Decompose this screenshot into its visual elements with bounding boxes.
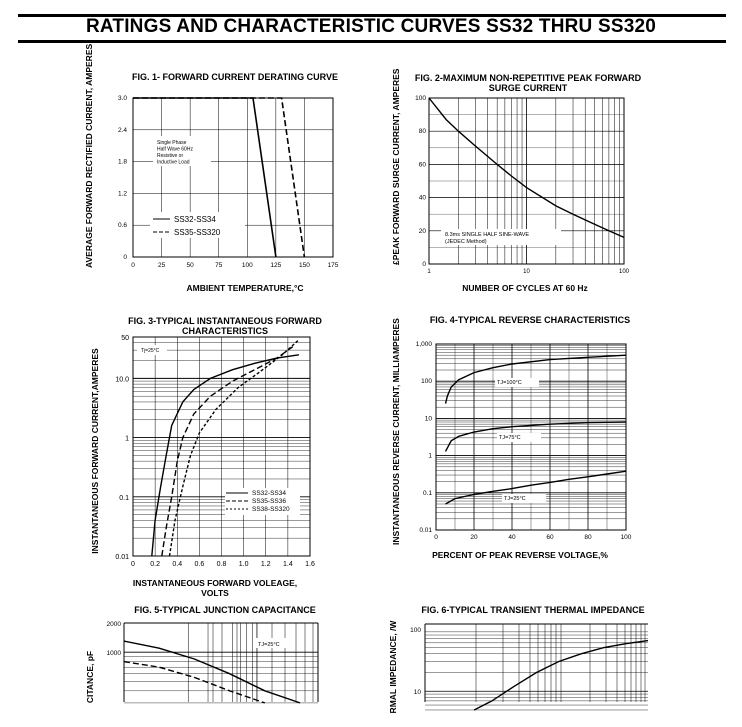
fig6-y-tick-label: 100 xyxy=(410,627,421,634)
fig1-x-tick-label: 75 xyxy=(215,262,223,269)
fig4-x-tick-label: 0 xyxy=(434,534,438,541)
fig1-note-line: Inductive Load xyxy=(157,159,190,166)
fig2-y-axis-label: £PEAK FORWARD SURGE CURRENT, AMPERES xyxy=(391,68,401,265)
fig3-x-tick-label: 1.0 xyxy=(238,561,249,568)
fig5-title: FIG. 5-TYPICAL JUNCTION CAPACITANCE xyxy=(134,605,316,615)
fig2-title: FIG. 2-MAXIMUM NON-REPETITIVE PEAK FORWARD SURGE CURRENT xyxy=(414,73,642,93)
fig1-note-line: Resistive or xyxy=(157,153,184,159)
fig2-y-tick-label: 0 xyxy=(422,261,426,268)
fig3-y-tick-label: 0.01 xyxy=(115,554,129,561)
fig4-x-tick-label: 40 xyxy=(508,534,516,541)
fig1-y-tick-label: 1.8 xyxy=(117,158,127,166)
fig3-x-tick-label: 1.4 xyxy=(283,561,293,568)
fig5-y-tick-label: 1000 xyxy=(106,650,121,658)
fig1-y-tick-label: 1.2 xyxy=(117,190,127,198)
fig2-annotation-line: (JEDEC Method) xyxy=(445,239,487,245)
fig2-y-tick-label: 100 xyxy=(415,95,426,102)
fig1-y-tick-label: 2.4 xyxy=(117,126,127,134)
fig1-y-tick-label: 3.0 xyxy=(117,95,127,102)
fig4-x-axis-label: PERCENT OF PEAK REVERSE VOLTAGE,% xyxy=(432,550,608,560)
fig3-y-tick-label: 50 xyxy=(121,335,129,342)
fig3-y-tick-label: 1 xyxy=(125,435,129,443)
fig2-y-tick-label: 80 xyxy=(418,128,426,136)
fig1-x-tick-label: 150 xyxy=(298,262,310,269)
fig5-condition-label: TJ=25°C xyxy=(258,642,280,648)
fig2-annotation-line: 8.3ms SINGLE HALF SINE-WAVE xyxy=(445,232,530,238)
fig1-y-tick-label: 0 xyxy=(123,254,127,261)
fig6-y-axis-label: RMAL IMPEDANCE, /W xyxy=(388,620,398,714)
fig1-x-tick-label: 50 xyxy=(186,262,194,269)
fig2-y-tick-label: 20 xyxy=(418,227,426,235)
fig3-legend-label: SS32-SS34 xyxy=(252,490,286,497)
fig4-x-tick-label: 60 xyxy=(546,534,554,541)
fig4-y-tick-label: 1,000 xyxy=(415,341,432,348)
fig4-y-tick-label: 0.1 xyxy=(422,489,432,497)
fig5-y-tick-label: 2000 xyxy=(106,621,121,628)
fig1-x-tick-label: 0 xyxy=(131,262,135,269)
fig1-legend-label: SS32-SS34 xyxy=(174,215,216,224)
fig4-x-tick-label: 100 xyxy=(620,534,632,541)
fig4-series-label: TJ=25°C xyxy=(504,496,526,502)
fig3-x-tick-label: 1.6 xyxy=(305,561,315,568)
fig4-title: FIG. 4-TYPICAL REVERSE CHARACTERISTICS xyxy=(429,315,631,325)
fig6-title: FIG. 6-TYPICAL TRANSIENT THERMAL IMPEDANCE xyxy=(421,605,645,615)
fig5-y-axis-label: CITANCE, pF xyxy=(85,650,95,704)
fig1-x-axis-label: AMBIENT TEMPERATURE,°C xyxy=(186,283,304,293)
fig2-x-tick-label: 1 xyxy=(427,269,431,275)
fig3-x-tick-label: 0 xyxy=(131,561,135,568)
fig3-y-axis-label: INSTANTANEOUS FORWARD CURRENT,AMPERES xyxy=(90,348,100,554)
fig3-legend-label: SS38-SS320 xyxy=(252,506,290,513)
fig3-x-tick-label: 0.8 xyxy=(216,561,227,568)
fig4-y-tick-label: 1 xyxy=(428,452,432,460)
fig3-y-tick-label: 0.1 xyxy=(119,494,129,502)
fig4-series-label: TJ=100°C xyxy=(497,380,522,386)
fig3-x-tick-label: 0.2 xyxy=(150,561,160,568)
fig2-y-tick-label: 60 xyxy=(418,161,426,169)
fig1-y-axis-label: AVERAGE FORWARD RECTIFIED CURRENT, AMPERES xyxy=(84,43,94,268)
fig2-x-tick-label: 100 xyxy=(618,269,630,275)
fig2-x-tick-label: 10 xyxy=(523,269,530,275)
fig3-legend-label: SS35-SS36 xyxy=(252,498,286,505)
fig4-series-label: TJ=75°C xyxy=(499,435,521,441)
fig1-x-tick-label: 125 xyxy=(270,262,282,269)
fig2-y-tick-label: 40 xyxy=(418,194,426,202)
fig3-x-tick-label: 0.4 xyxy=(172,561,183,568)
fig4-y-tick-label: 100 xyxy=(421,378,432,386)
fig3-condition-label: Tj=25°C xyxy=(141,348,160,354)
fig4-x-tick-label: 80 xyxy=(584,534,592,541)
fig3-x-tick-label: 0.6 xyxy=(194,561,205,568)
fig1-note-line: Half Wave 60Hz xyxy=(157,146,193,153)
fig1-y-tick-label: 0.6 xyxy=(117,222,127,230)
fig1-x-tick-label: 175 xyxy=(327,262,339,269)
fig4-x-tick-label: 20 xyxy=(470,534,478,541)
fig1-x-tick-label: 25 xyxy=(157,262,166,269)
fig1-note-line: Single Phase xyxy=(157,140,187,146)
fig1-title: FIG. 1- FORWARD CURRENT DERATING CURVE xyxy=(131,72,338,82)
fig1-x-tick-label: 100 xyxy=(241,262,253,269)
fig4-y-tick-label: 10 xyxy=(424,415,432,423)
fig3-title: FIG. 3-TYPICAL INSTANTANEOUS FORWARD CHARACTERISTICS xyxy=(128,316,322,336)
fig3-x-axis-label: INSTANTANEOUS FORWARD VOLEAGE, VOLTS xyxy=(132,578,298,598)
fig4-y-tick-label: 0.01 xyxy=(419,527,432,534)
fig3-y-tick-label: 10.0 xyxy=(115,376,129,384)
fig1-legend-label: SS35-SS320 xyxy=(174,228,221,237)
page-title: RATINGS AND CHARACTERISTIC CURVES SS32 THRU SS320 xyxy=(85,16,657,37)
fig2-x-axis-label: NUMBER OF CYCLES AT 60 Hz xyxy=(462,283,588,293)
fig4-y-axis-label: INSTANTANEOUS REVERSE CURRENT, MILLIAMPERES xyxy=(391,318,401,545)
fig6-y-tick-label: 10 xyxy=(413,689,421,697)
fig3-x-tick-label: 1.2 xyxy=(260,561,271,568)
